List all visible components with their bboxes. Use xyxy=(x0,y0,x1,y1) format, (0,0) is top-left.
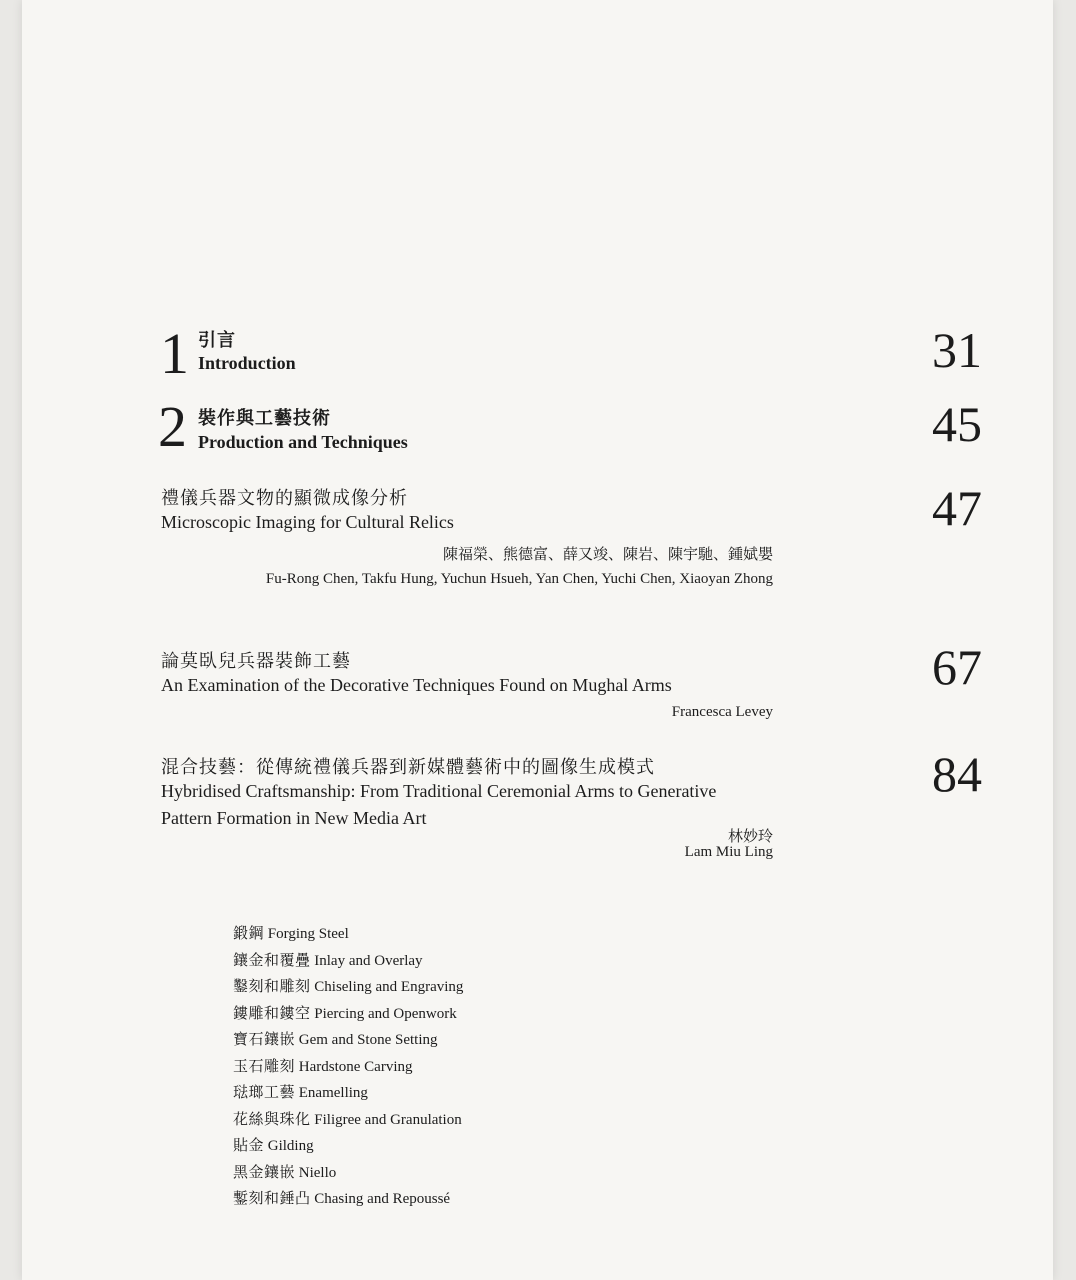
section-1-title-en: Introduction xyxy=(198,353,296,373)
article-2-authors-en: Francesca Levey xyxy=(671,704,773,720)
technique-item xyxy=(233,1161,336,1182)
technique-name-zh: 鍛鋼 xyxy=(233,926,265,942)
technique-name-en: Inlay and Overlay xyxy=(314,952,423,969)
technique-item xyxy=(233,1081,368,1102)
technique-name-zh: 貼金 xyxy=(233,1138,265,1154)
section-2-title-en: Production and Techniques xyxy=(198,432,408,452)
technique-item xyxy=(233,1134,314,1155)
article-3-authors-en: Lam Miu Ling xyxy=(684,844,773,860)
technique-name-zh: 玉石雕刻 xyxy=(233,1058,296,1075)
technique-name-zh: 花絲與珠化 xyxy=(233,1111,311,1128)
technique-item xyxy=(233,1002,457,1023)
technique-name-zh: 鏨刻和錘凸 xyxy=(233,1191,311,1207)
article-1-title-zh: 禮儀兵器文物的顯微成像分析 xyxy=(161,488,408,508)
technique-name-zh: 琺瑯工藝 xyxy=(233,1085,296,1101)
technique-name-en: Niello xyxy=(298,1164,337,1181)
technique-item xyxy=(233,922,349,943)
technique-name-en: Gem and Stone Setting xyxy=(298,1032,438,1048)
article-2-title-zh: 論莫臥兒兵器裝飾工藝 xyxy=(161,651,351,671)
article-3-title-en-line1: Hybridised Craftsmanship: From Traditional Ceremonial Arms to Generative xyxy=(161,781,717,801)
technique-item xyxy=(233,975,463,996)
technique-item xyxy=(233,1108,462,1129)
article-2-title-en: An Examination of the Decorative Techniques Found on Mughal Arms xyxy=(161,675,672,695)
section-2-title-zh: 裝作與工藝技術 xyxy=(198,408,331,428)
article-1-authors-zh: 陳福榮、熊德富、薛又竣、陳岩、陳宇馳、鍾娬嬰 xyxy=(442,547,773,563)
section-1-page-number: 31 xyxy=(932,322,982,378)
technique-name-en: Hardstone Carving xyxy=(298,1058,413,1075)
technique-item xyxy=(233,1187,450,1208)
article-3-title-en-line2: Pattern Formation in New Media Art xyxy=(161,808,427,828)
article-3-page-number: 84 xyxy=(932,746,982,802)
article-1-authors-en: Fu-Rong Chen, Takfu Hung, Yuchun Hsueh, Yan Chen, Yuchi Chen, Xiaoyan Zhong xyxy=(265,571,773,587)
article-1-page-number: 47 xyxy=(932,480,982,536)
technique-name-zh: 鑿刻和雕刻 xyxy=(233,979,311,995)
article-1-title-en: Microscopic Imaging for Cultural Relics xyxy=(161,512,454,532)
article-3-title-zh: 混合技藝：從傳統禮儀兵器到新媒體藝術中的圖像生成模式 xyxy=(161,757,655,777)
section-1-title-zh: 引言 xyxy=(198,330,236,350)
technique-name-en: Chasing and Repoussé xyxy=(314,1191,451,1207)
section-2-page-number: 45 xyxy=(932,396,982,452)
technique-name-en: Chiseling and Engraving xyxy=(314,979,464,995)
technique-name-zh: 鏤雕和鏤空 xyxy=(233,1005,311,1022)
technique-name-en: Gilding xyxy=(267,1138,314,1154)
technique-item xyxy=(233,1055,413,1076)
technique-name-en: Piercing and Openwork xyxy=(314,1005,457,1022)
technique-name-en: Filigree and Granulation xyxy=(314,1111,462,1128)
article-2-page-number: 67 xyxy=(932,639,982,695)
technique-item xyxy=(233,949,423,970)
technique-name-en: Forging Steel xyxy=(267,926,349,942)
section-2-number: 2 xyxy=(158,394,187,459)
technique-name-zh: 寶石鑲嵌 xyxy=(233,1032,296,1048)
technique-item xyxy=(233,1028,438,1049)
technique-name-en: Enamelling xyxy=(298,1085,368,1101)
article-3-authors-zh: 林妙玲 xyxy=(727,829,773,845)
technique-name-zh: 黑金鑲嵌 xyxy=(233,1164,296,1181)
technique-name-zh: 鑲金和覆疊 xyxy=(233,952,311,969)
section-1-number: 1 xyxy=(160,321,189,386)
book-page xyxy=(22,0,1053,1280)
